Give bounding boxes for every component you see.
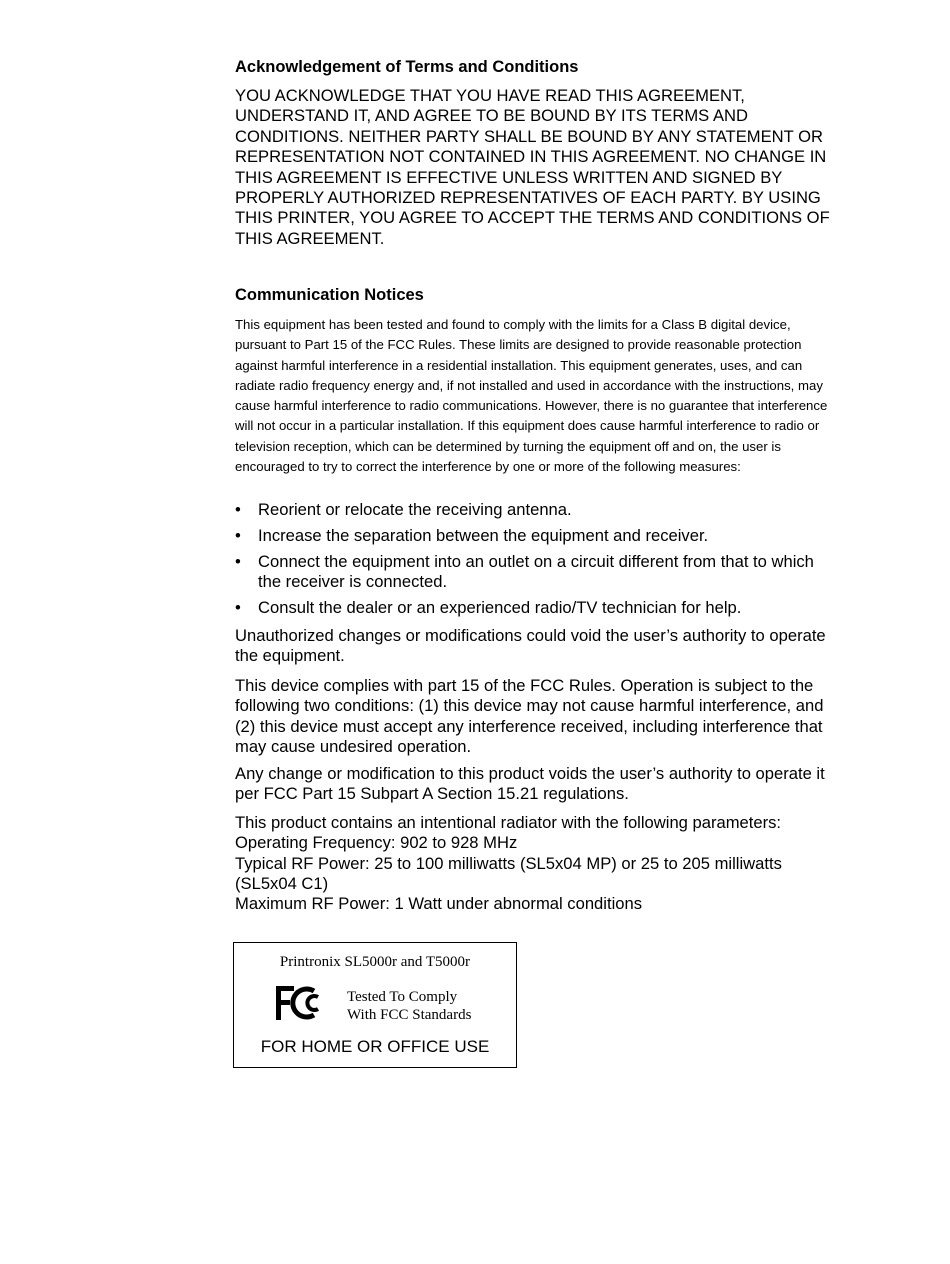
fcc-logo-icon bbox=[274, 983, 326, 1023]
acknowledgement-body: YOU ACKNOWLEDGE THAT YOU HAVE READ THIS AGREEMENT, UNDERSTAND IT, AND AGREE TO BE BOUND BY ITS TERMS AND CONDITIONS. NEITHER PARTY SHALL BE BOUND BY ANY STATEMENT OR REPRESENTATION NOT CONTAINED IN THIS AGREEMENT. NO CHANGE IN THIS AGREEMENT IS EFFECTIVE UNLESS WRITTEN AND SIGNED BY PROPERLY AUTHORIZED REPRESENTATIVES OF EACH PARTY. BY USING THIS PRINTER, YOU AGREE TO ACCEPT THE TERMS AND CONDITIONS OF THIS AGREEMENT. bbox=[235, 86, 830, 248]
fcc-home-office-use: FOR HOME OR OFFICE USE bbox=[260, 1037, 490, 1056]
bullet-icon: • bbox=[235, 500, 241, 519]
fcc-compliance-label bbox=[233, 942, 517, 1068]
fcc-class-b-notice: This equipment has been tested and found to comply with the limits for a Class B digital device, pursuant to Part 15 of the FCC Rules. These limits are designed to provide reasonable protection against harmful interference in a residential installation. This equipment generates, uses, and can radiate radio frequency energy and, if not installed and used in accordance with the instructions, may cause harmful interference to radio communications. However, there is no guarantee that interference will not occur in a particular installation. If this equipment does cause harmful interference to radio or television reception, which can be determined by turning the equipment off and on, the user is encouraged to try to correct the interference by one or more of the following measures: bbox=[235, 317, 828, 475]
list-item: • Connect the equipment into an outlet on a circuit different from that to which the receiver is connected. bbox=[235, 552, 814, 591]
maximum-rf-power: Maximum RF Power: 1 Watt under abnormal conditions bbox=[235, 894, 643, 914]
bullet-icon: • bbox=[235, 552, 241, 571]
bullet-icon: • bbox=[235, 526, 241, 545]
acknowledgement-heading: Acknowledgement of Terms and Conditions bbox=[235, 58, 579, 76]
bullet-icon: • bbox=[235, 597, 241, 617]
radiator-parameters bbox=[235, 813, 835, 914]
radiator-intro: This product contains an intentional radiator with the following parameters: bbox=[235, 813, 782, 832]
typical-rf-power: Typical RF Power: 25 to 100 milliwatts (SL5x04 MP) or 25 to 205 milliwatts (SL5x04 C1) bbox=[235, 853, 782, 893]
list-item: • Increase the separation between the equipment and receiver. bbox=[235, 526, 709, 545]
modification-notice: Any change or modification to this product voids the user’s authority to operate it per FCC Part 15 Subpart A Section 15.21 regulations. bbox=[235, 764, 825, 804]
list-item: • Consult the dealer or an experienced radio/TV technician for help. bbox=[235, 597, 742, 617]
operating-frequency: Operating Frequency: 902 to 928 MHz bbox=[235, 833, 518, 853]
unauthorized-changes-notice: Unauthorized changes or modifications could void the user’s authority to operate the equipment. bbox=[235, 626, 826, 666]
interference-measures-list bbox=[235, 500, 835, 624]
fcc-tested-text: Tested To Comply With FCC Standards bbox=[347, 989, 472, 1023]
communication-notices-heading: Communication Notices bbox=[235, 286, 424, 304]
part-15-compliance-notice: This device complies with part 15 of the FCC Rules. Operation is subject to the following two conditions: (1) this device may not cause harmful interference, and (2) this device must accept any interference received, including interference that may cause undesired operation. bbox=[235, 676, 824, 756]
fcc-label-title: Printronix SL5000r and T5000r bbox=[279, 954, 471, 970]
list-item: • Reorient or relocate the receiving antenna. bbox=[235, 500, 572, 519]
